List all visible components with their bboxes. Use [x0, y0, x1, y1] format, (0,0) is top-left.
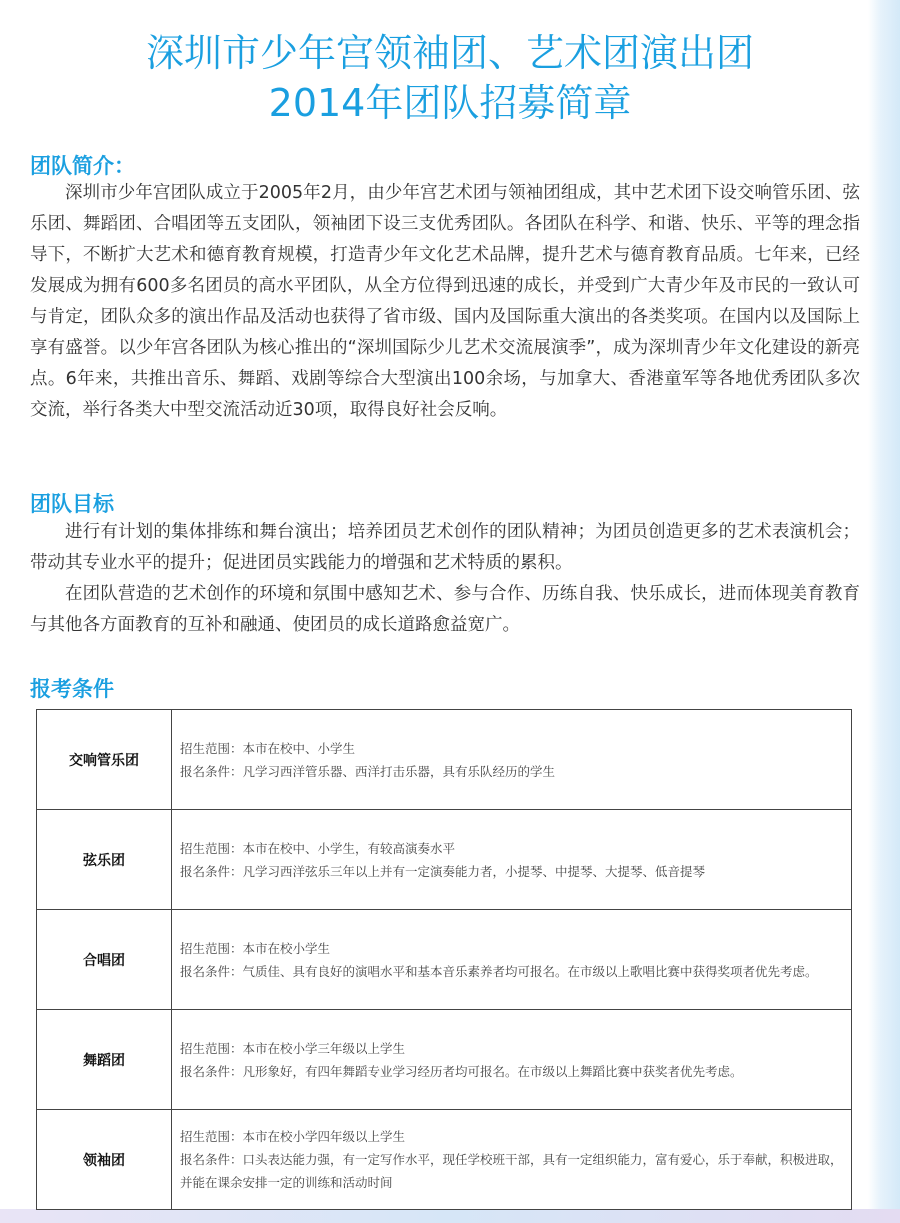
team-details — [172, 710, 852, 810]
requirements-heading: 报考条件 — [30, 677, 114, 701]
condition-text: 报名条件：凡形象好，有四年舞蹈专业学习经历者均可报名。在市级以上舞蹈比赛中获奖者优先考虑。 — [180, 1063, 743, 1079]
scope-text: 招生范围：本市在校小学四年级以上学生 — [180, 1129, 406, 1144]
intro-paragraph: 深圳市少年宫团队成立于2005年2月，由少年宫艺术团与领袖团组成，其中艺术团下设交响管乐团、弦乐团、舞蹈团、合唱团等五支团队，领袖团下设三支优秀团队。各团队在科学、和谐、快乐、平等的理念指导下，不断扩大艺术和德育教育规模，打造青少年文化艺术品牌，提升艺术与德育教育品质。七年来，已经发展成为拥有600多名团员的高水平团队，从全方位得到迅速的成长，并受到广大青少年及市民的一致认可与肯定，团队众多的演出作品及活动也获得了省市级、国内及国际重大演出的各类奖项。在国内以及国际上享有盛誉。以少年宫各团队为核心推出的“深圳国际少儿艺术交流展演季”，成为深圳青少年文化建设的新亮点。6年来，共推出音乐、舞蹈、戏剧等综合大型演出100余场，与加拿大、香港童军等各地优秀团队多次交流，举行各类大中型交流活动近30项，取得良好社会反响。 — [30, 183, 860, 420]
table-row — [37, 1110, 852, 1210]
goals-paragraph-2: 在团队营造的艺术创作的环境和氛围中感知艺术、参与合作、历练自我、快乐成长，进而体现美育教育与其他各方面教育的互补和融通、使团员的成长道路愈益宽广。 — [30, 584, 860, 635]
decorative-bottom-strip — [0, 1209, 900, 1223]
intro-heading: 团队简介： — [30, 154, 135, 178]
team-name: 弦乐团 — [37, 810, 172, 910]
team-name: 领袖团 — [37, 1110, 172, 1210]
scope-text: 招生范围：本市在校小学三年级以上学生 — [180, 1040, 406, 1056]
requirements-table — [36, 709, 852, 1210]
team-details — [172, 810, 852, 910]
scope-text: 招生范围：本市在校小学生 — [180, 940, 331, 956]
team-name: 合唱团 — [37, 910, 172, 1010]
condition-text: 报名条件：气质佳、具有良好的演唱水平和基本音乐素养者均可报名。在市级以上歌唱比赛中获得奖项者优先考虑。 — [180, 963, 818, 979]
condition-text: 报名条件：凡学习西洋管乐器、西洋打击乐器，具有乐队经历的学生 — [180, 763, 556, 779]
table-row — [37, 1010, 852, 1110]
scope-text: 招生范围：本市在校中、小学生 — [180, 740, 356, 756]
team-details — [172, 1110, 852, 1210]
condition-text: 报名条件：凡学习西洋弦乐三年以上并有一定演奏能力者，小提琴、中提琴、大提琴、低音提琴 — [180, 863, 706, 879]
team-details — [172, 1010, 852, 1110]
goals-paragraph-1: 进行有计划的集体排练和舞台演出；培养团员艺术创作的团队精神；为团员创造更多的艺术表演机会；带动其专业水平的提升；促进团员实践能力的增强和艺术特质的累积。 — [30, 522, 860, 573]
page-title-line2: 2014年团队招募简章 — [268, 81, 632, 125]
team-name: 舞蹈团 — [37, 1010, 172, 1110]
goals-heading: 团队目标 — [30, 492, 114, 516]
table-row — [37, 810, 852, 910]
scope-text: 招生范围：本市在校中、小学生，有较高演奏水平 — [180, 840, 456, 856]
condition-text: 报名条件：口头表达能力强，有一定写作水平，现任学校班干部，具有一定组织能力，富有爱心，乐于奉献，积极进取，并能在课余安排一定的训练和活动时间 — [180, 1152, 843, 1190]
table-row — [37, 910, 852, 1010]
team-name: 交响管乐团 — [37, 710, 172, 810]
table-row — [37, 710, 852, 810]
page-title-line1: 深圳市少年宫领袖团、艺术团演出团 — [145, 31, 754, 75]
decorative-side-strip — [868, 0, 900, 1223]
team-details — [172, 910, 852, 1010]
